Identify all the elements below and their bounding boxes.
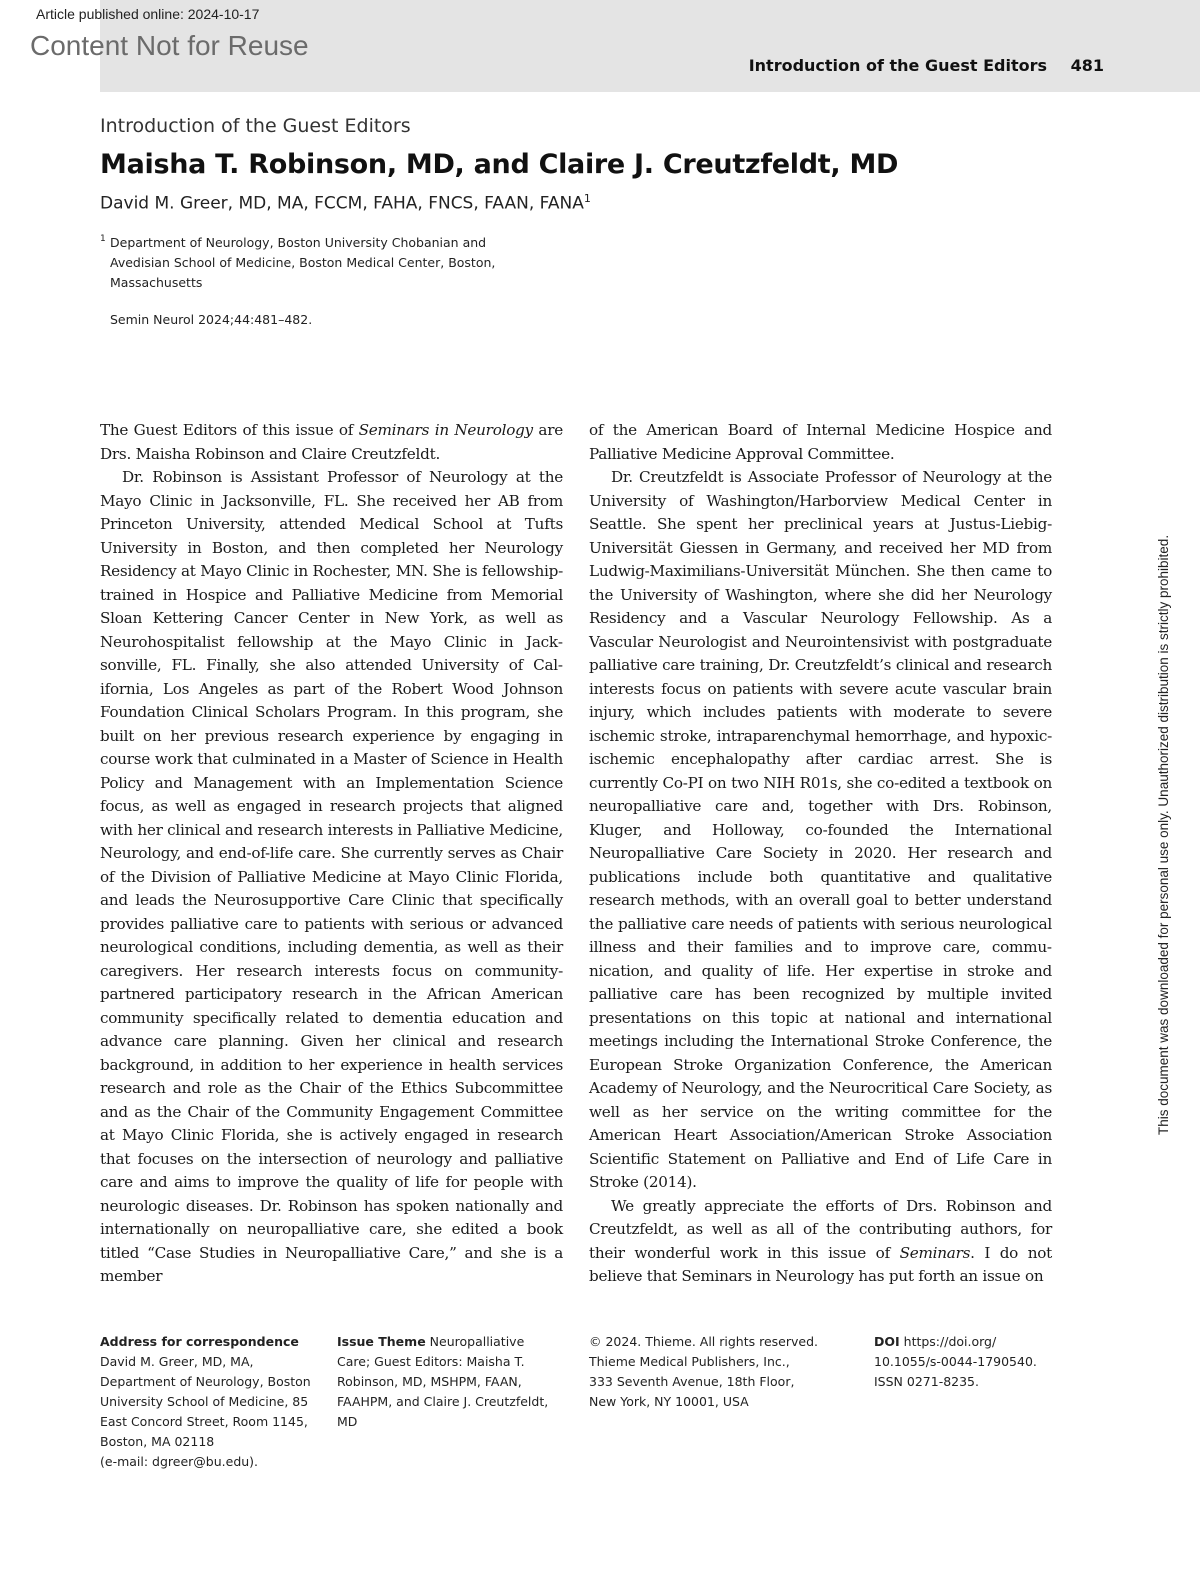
paragraph [100, 419, 563, 466]
copyright-line: Thieme Medical Publishers, Inc., [589, 1354, 790, 1369]
body-column-right [589, 419, 1052, 1289]
running-head [749, 56, 1104, 75]
author-line [100, 192, 591, 214]
issue-theme-line: Care; Guest Editors: Maisha T. [337, 1354, 525, 1369]
paragraph: of the American Board of Internal Medicine Hospice and Palliative Medicine Approval Committee. [589, 421, 1052, 463]
body-column-left [100, 419, 563, 1289]
issue-theme-line: Neuropalliative [429, 1334, 525, 1349]
paragraph-text: We greatly appreciate the efforts of Drs. Robinson and Creutzfeldt, as well as all of the contributing authors, for their wonderful work in this issue of [589, 1196, 1052, 1262]
paragraph: Dr. Robinson is Assistant Professor of Neurology at the Mayo Clinic in Jacksonville, FL. She received her AB from Princeton University, attended Medical School at Tufts University in Boston, and then completed her Neurology Residency at Mayo Clinic in Rochester, MN. She is fellowship-trained in Hospice and Palliative Medicine from Memorial Sloan Kettering Cancer Center in New York, as well as Neurohospitalist fellowship at the Mayo Clinic in Jacksonville, FL. Finally, she also attended University of California, Los Angeles as part of the Robert Wood Johnson Foundation Clinical Scholars Program. In this program, she built on her previous research experience by engaging in course work that culminated in a Master of Science in Health Policy and Management with an Implementation Science focus, as well as engaged in research projects that aligned with her clinical and research interests in Palliative Medicine, Neurology, and end-of-life care. She currently serves as Chair of the Division of Palliative Medicine at Mayo Clinic Florida, and leads the Neurosupportive Care Clinic that specifically provides palliative care to patients with serious or advanced neurological conditions, including dementia, as well as their caregivers. Her research interests focus on community-partnered participatory research in the African American community specifically related to dementia education and advance care planning. Given her clinical and research background, in addition to her experience in health services research and role as the Chair of the Ethics Subcommittee and as the Chair of the Community Engagement Committee at Mayo Clinic Florida, she is actively engaged in research that focuses on the intersection of neurology and palliative care and aims to improve the quality of life for people with neurologic diseases. Dr. Robinson has spoken nationally and internationally on neuropalliative care, she edited a book titled “Case Studies in Neuropalliative Care,” and she is a member [100, 468, 563, 1285]
paragraph-text: The Guest Editors of this issue of [100, 421, 359, 439]
affiliation-line: Department of Neurology, Boston University Chobanian and [110, 235, 487, 250]
paragraph: Dr. Creutzfeldt is Associate Professor of Neurology at the University of Washington/Harborview Medical Center in Seattle. She spent her preclinical years at Justus-Liebig-Universität Giessen in Germany, and received her MD from Ludwig-Maximilians-Universität München. She then came to the University of Washington, where she did her Neurology Residency and a Vascular Neurology Fellowship. As a Vascular Neurologist and Neurointensivist with postgraduate palliative care training, Dr. Creutzfeldt’s clinical and research interests focus on patients with severe acute vascular brain injury, which includes patients with moderate to severe ischemic stroke, intraparenchymal hemorrhage, and hypoxic-ischemic encephalopathy after cardiac arrest. She is currently Co-PI on two NIH R01s, she co-edited a textbook on neuropalliative care and, together with Drs. Robinson, Kluger, and Holloway, co-founded the International Neuropalliative Care Society in 2020. Her research and publications include both quantitative and qualitative research methods, with an overall goal to better understand the palliative care needs of patients with serious neurological illness and their families and to improve care, communication, and quality of life. Her expertise in stroke and palliative care has been recognized by multiple invited presentations on this topic at national and international meetings including the International Stroke Conference, the European Stroke Organization Conference, the American Academy of Neurology, and the Neurocritical Care Society, as well as her service on the writing committee for the American Heart Association/American Stroke Association Scientific Statement on Palliative and End of Life Care in Stroke (2014). [589, 468, 1052, 1191]
section-label: Introduction of the Guest Editors [100, 115, 411, 137]
issue-theme-line: MD [337, 1414, 358, 1429]
issue-theme-block [337, 1332, 577, 1432]
doi-label: DOI [874, 1334, 900, 1349]
issue-theme-line: Robinson, MD, MSHPM, FAAN, [337, 1374, 522, 1389]
download-notice: This document was downloaded for personal use only. Unauthorized distribution is strictly prohibited. [1156, 534, 1171, 1135]
page-number: 481 [1070, 56, 1104, 75]
correspondence-email: (e-mail: dgreer@bu.edu). [100, 1454, 259, 1469]
journal-name-italic: Seminars [899, 1243, 971, 1262]
affiliation [100, 233, 540, 293]
doi-block [874, 1332, 1074, 1392]
correspondence-line: Boston, MA 02118 [100, 1434, 215, 1449]
doi-link[interactable]: https://doi.org/ [903, 1334, 997, 1349]
journal-name-italic: Seminars in Neurology [358, 421, 533, 439]
correspondence-line: University School of Medicine, 85 [100, 1394, 309, 1409]
journal-citation: Semin Neurol 2024;44:481–482. [110, 312, 313, 327]
publication-date-stamp: Article published online: 2024-10-17 [36, 6, 260, 22]
correspondence-block [100, 1332, 332, 1472]
correspondence-line: East Concord Street, Room 1145, [100, 1414, 308, 1429]
article-title: Maisha T. Robinson, MD, and Claire J. Creutzfeldt, MD [100, 149, 899, 180]
paragraph-text: . I do not believe that Seminars in Neurology has put forth an issue on [589, 1243, 1052, 1285]
running-title: Introduction of the Guest Editors [748, 56, 1048, 75]
correspondence-line: Department of Neurology, Boston [100, 1374, 311, 1389]
doi-link-continued[interactable]: 10.1055/s-0044-1790540. [874, 1354, 1037, 1369]
paragraph-text: are Drs. Maisha Robinson and Claire Creutzfeldt. [100, 421, 563, 463]
correspondence-line: David M. Greer, MD, MA, [100, 1354, 254, 1369]
author-names: David M. Greer, MD, MA, FCCM, FAHA, FNCS, FAAN, FANA [100, 193, 584, 214]
copyright-line: 333 Seventh Avenue, 18th Floor, [589, 1374, 795, 1389]
issn: ISSN 0271-8235. [874, 1374, 979, 1389]
affiliation-line: Avedisian School of Medicine, Boston Medical Center, Boston, [110, 255, 496, 270]
correspondence-label: Address for correspondence [100, 1334, 299, 1349]
reuse-watermark: Content Not for Reuse [30, 30, 309, 61]
affiliation-marker: 1 [100, 234, 106, 244]
copyright-line: New York, NY 10001, USA [589, 1394, 749, 1409]
issue-theme-line: FAAHPM, and Claire J. Creutzfeldt, [337, 1394, 549, 1409]
paragraph [589, 1195, 1052, 1289]
author-affiliation-marker: 1 [583, 192, 591, 205]
affiliation-line: Massachusetts [110, 275, 203, 290]
copyright-block [589, 1332, 859, 1412]
issue-theme-label: Issue Theme [337, 1334, 426, 1349]
copyright-line: © 2024. Thieme. All rights reserved. [589, 1334, 818, 1349]
